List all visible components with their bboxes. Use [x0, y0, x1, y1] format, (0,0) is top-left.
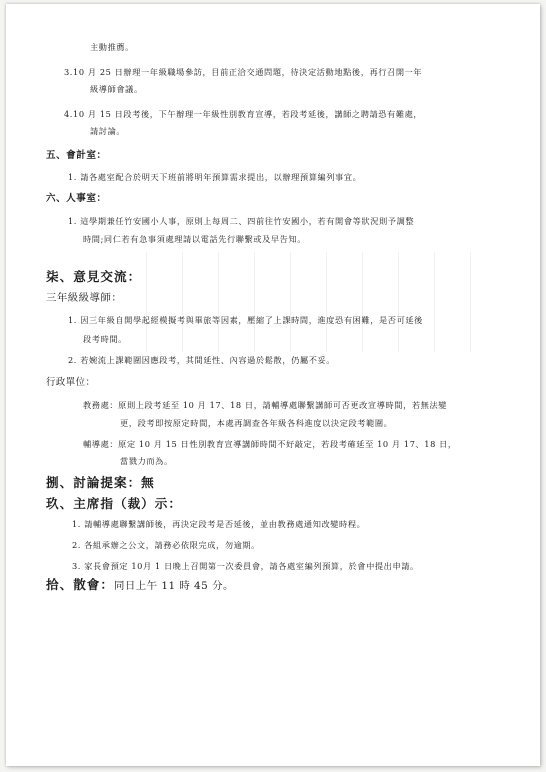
document-page — [6, 4, 540, 766]
item-4-3: 3.10 月 25 日辦理一年級職場參訪，目前正洽交通問題，待決定活動地點後，再行召開一年 — [64, 67, 423, 77]
counseling-office-reply-continuation: 當戮力而為。 — [120, 456, 173, 466]
admin-units-label: 行政單位： — [46, 377, 96, 388]
item-6-1: 1. 這學期兼任竹安國小人事，原則上每周二、四前往竹安國小，若有開會等狀況則予調整 — [68, 216, 415, 226]
item-7-1: 1. 因三年級自開學起經模擬考與畢旅等因素，壓縮了上課時間，進度恐有困難，是否可延後 — [68, 315, 423, 325]
directive-2: 2. 各組承辦之公文，請務必依限完成，勿逾期。 — [72, 540, 260, 550]
item-7-1-continuation: 段考時間。 — [83, 334, 127, 344]
item-6-1-continuation: 時間;同仁若有急事須處理請以電話先行聯繫或及早告知。 — [83, 234, 307, 244]
section-6-heading: 六、人事室： — [46, 193, 107, 204]
item-4-4: 4.10 月 15 日段考後，下午辦理一年級性別教育宣導，若段考延後，講師之聘請恐有難處， — [64, 109, 423, 119]
section-5-heading: 五、會計室： — [46, 150, 107, 161]
adjournment-time: 同日上午 11 時 45 分。 — [113, 580, 234, 592]
section-7-heading: 柒、意見交流： — [46, 269, 142, 284]
section-10-line — [46, 578, 234, 593]
item-4-3-continuation: 級導師會議。 — [90, 84, 143, 94]
third-grade-teachers-label: 三年級級導師： — [46, 292, 123, 304]
bleed-through-shadow — [146, 252, 476, 352]
item-5-1: 1. 請各處室配合於明天下班前將明年預算需求提出，以辦理預算編列事宜。 — [68, 172, 362, 182]
directive-3: 3. 家長會預定 10月 1 日晚上召開第一次委員會，請各處室編列預算，於會中提出申請。 — [72, 561, 419, 571]
section-9-heading: 玖、主席指（裁）示： — [46, 496, 182, 511]
item-4-2-continuation: 主動推薦。 — [90, 42, 134, 52]
academic-affairs-reply-continuation: 更，段考即按原定時間，本處再調查各年級各科進度以決定段考範圍。 — [120, 418, 393, 428]
item-4-4-continuation: 請討論。 — [90, 126, 126, 136]
counseling-office-reply: 輔導處：原定 10 月 15 日性別教育宣導講師時間不好敲定，若段考確延至 10 月 17、18 日， — [83, 439, 457, 449]
section-8-heading: 捌、討論提案：無 — [46, 475, 155, 490]
section-10-heading: 拾、散會： — [46, 577, 114, 592]
academic-affairs-reply: 教務處：原則上段考延至 10 月 17、18 日，請輔導處聯繫講師可否更改宣導時間，若無法變 — [83, 400, 448, 410]
item-7-2: 2. 若婉流上課範圍因應段考，其間延性、內容過於鬆散，仍屬不妥。 — [68, 355, 336, 365]
directive-1: 1. 請輔導處聯繫講師後，再決定段考是否延後，並由教務處通知改變時程。 — [72, 519, 366, 529]
